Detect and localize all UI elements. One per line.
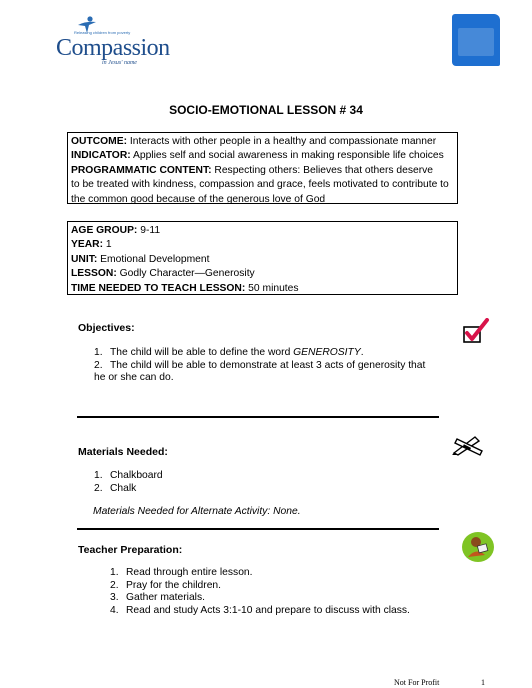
unit-line [71,253,454,267]
list-item [110,605,450,618]
indicator-text: Applies self and social awareness in making responsible life choices [130,150,444,162]
logo-tagline: Releasing children from poverty [74,30,131,35]
year-value: 1 [103,239,112,251]
list-item [110,567,450,580]
item-text-end: . [360,347,364,358]
unit-label: UNIT: [71,253,98,265]
item-text: Read and study Acts 3:1-10 and prepare to discuss with class. [126,604,410,616]
age-line [71,224,454,238]
item-text: Chalk [110,482,137,494]
logo-subtitle: in Jesus' name [102,60,137,66]
item-number: 2. [110,579,119,591]
materials-heading: Materials Needed: [78,446,168,458]
outcome-label: OUTCOME: [71,136,128,147]
item-text-continued: he or she can do. [94,372,174,384]
pencil-crayon-icon [451,434,485,456]
content-line [71,164,454,178]
year-label: YEAR: [71,239,104,251]
year-line [71,238,454,252]
item-number: 1. [94,470,103,481]
preparation-list [110,567,450,617]
preparation-heading: Teacher Preparation: [78,544,183,556]
list-item [94,470,434,483]
blue-stamp [452,14,500,66]
list-item [110,592,450,605]
list-item [94,483,434,496]
time-value: 50 minutes [245,282,299,294]
item-text: Chalkboard [110,470,163,481]
alternate-materials: Materials Needed for Alternate Activity: None. [93,506,301,517]
outcome-text: Interacts with other people in a healthy and compassionate manner [127,136,437,147]
objectives-heading: Objectives: [78,322,135,334]
page-number: 1 [481,678,485,687]
item-number: 1. [94,347,103,358]
content-text-1: Respecting others: Believes that others deserve [211,164,434,176]
item-number: 4. [110,604,119,616]
lesson-line [71,267,454,281]
list-item [94,360,434,373]
content-text-2: to be treated with kindness, compassion and grace, feels motivated to contribute to [71,179,449,191]
term-generosity: GENEROSITY [293,347,361,358]
materials-list [94,470,434,495]
lesson-title: SOCIO-EMOTIONAL LESSON # 34 [169,103,363,117]
age-label: AGE GROUP: [71,225,138,236]
footer-note: Not For Profit [394,678,440,687]
divider [77,416,439,418]
checkbox-check-icon [462,318,490,344]
outcome-box [67,132,458,204]
item-text: Read through entire lesson. [126,567,253,578]
indicator-label: INDICATOR: [71,150,131,162]
outcome-line [71,135,454,149]
content-label: PROGRAMMATIC CONTENT: [71,164,212,176]
item-number: 1. [110,567,119,578]
time-line [71,282,454,296]
lesson-info-box [67,221,458,295]
item-text: Pray for the children. [126,579,222,591]
logo-wordmark: Compassion [56,35,170,61]
compassion-logo [50,16,170,70]
indicator-line [71,149,454,163]
item-number: 2. [94,359,103,371]
lesson-label: LESSON: [71,268,117,280]
item-text: Gather materials. [126,592,205,604]
content-text-3: the common good because of the generous love of God [71,193,326,205]
item-number: 3. [110,592,119,604]
item-text [110,347,364,360]
time-label: TIME NEEDED TO TEACH LESSON: [71,282,246,294]
list-item [110,580,450,593]
unit-value: Emotional Development [97,253,210,265]
list-item [94,347,434,360]
objectives-list [94,347,434,385]
item-number: 2. [94,482,103,494]
age-value: 9-11 [137,225,161,236]
divider [77,528,439,530]
lesson-value: Godly Character—Generosity [116,268,255,280]
item-text: The child will be able to demonstrate at least 3 acts of generosity that [110,359,426,371]
item-text-part: The child will be able to define the word [110,347,294,358]
teacher-reading-icon [460,531,496,563]
